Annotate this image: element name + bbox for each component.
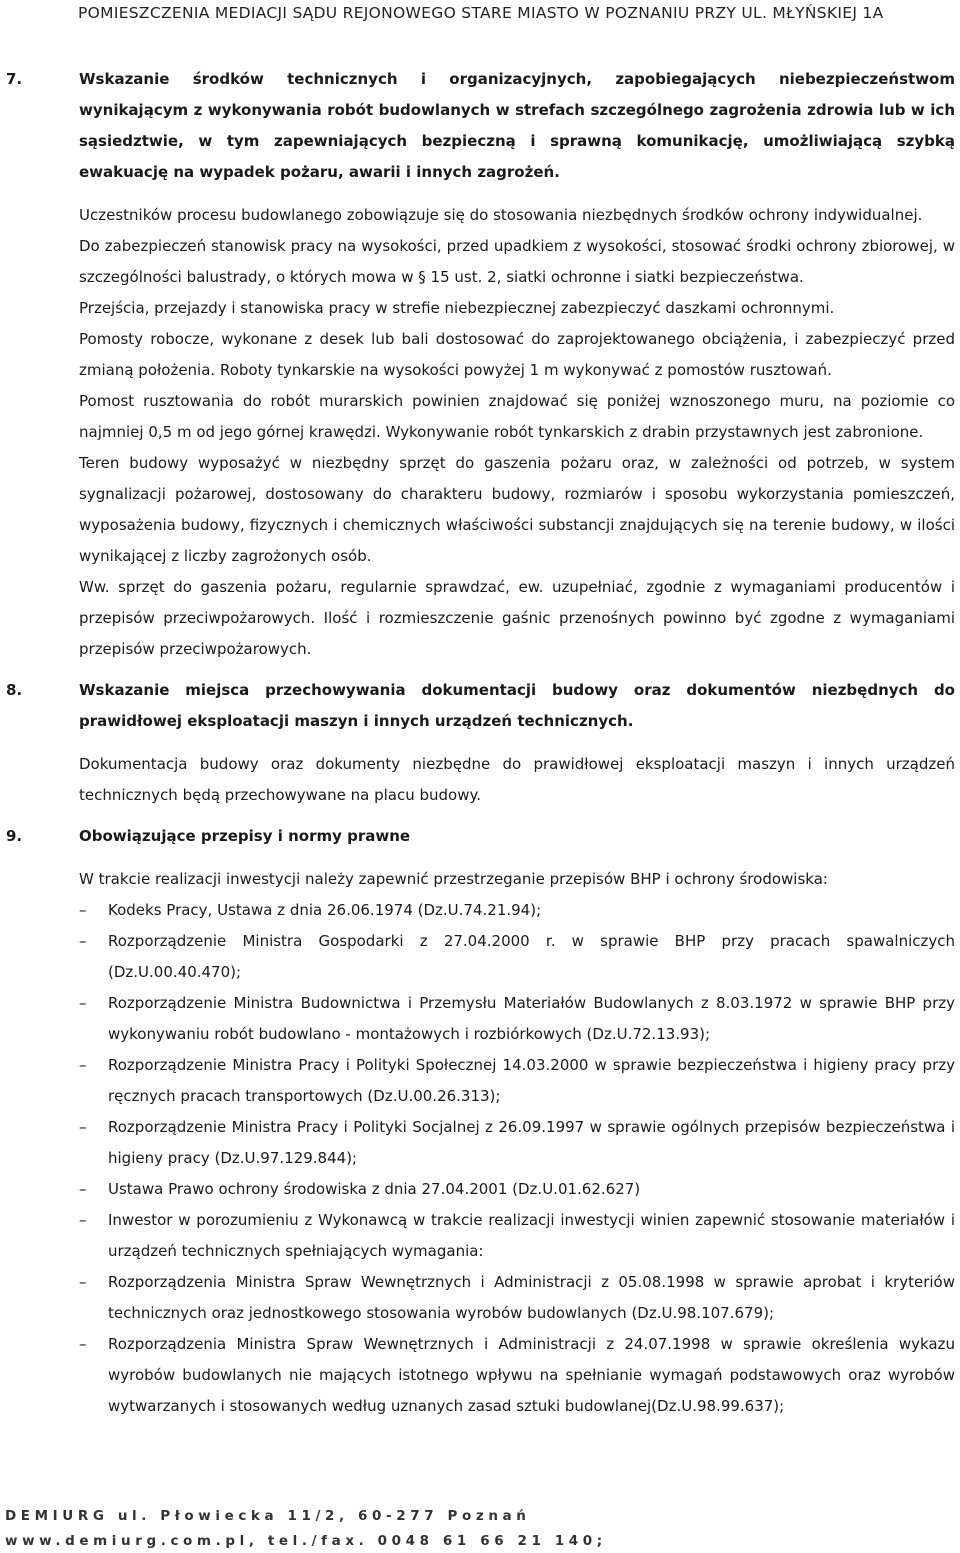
paragraph: Pomosty robocze, wykonane z desek lub bali dostosować do zaprojektowanego obciążenia, i zabezpieczyć przed zmianą położenia. Roboty tynkarskie na wysokości powyżej 1 m wykonywać z pomostów rusztowań.	[79, 330, 955, 379]
section-intro: W trakcie realizacji inwestycji należy zapewnić przestrzeganie przepisów BHP i ochrony środowiska:	[79, 870, 828, 888]
section-number: 8.	[6, 681, 23, 699]
paragraph: Dokumentacja budowy oraz dokumenty niezbędne do prawidłowej eksploatacji maszyn i innych urządzeń technicznych będą przechowywane na placu budowy.	[79, 755, 955, 804]
page-header: POMIESZCZENIA MEDIACJI SĄDU REJONOWEGO STARE MIASTO W POZNANIU PRZY UL. MŁYŃSKIEJ 1A	[78, 4, 884, 22]
paragraph: Ww. sprzęt do gaszenia pożaru, regularnie sprawdzać, ew. uzupełniać, zgodnie z wymaganiami producentów i przepisów przeciwpożarowych. Ilość i rozmieszczenie gaśnic przenośnych powinno być zgodne z wymaganiami przepisów przeciwpożarowych.	[79, 578, 955, 658]
list-item: – Rozporządzenie Ministra Budownictwa i Przemysłu Materiałów Budowlanych z 8.03.1972 w sprawie BHP przy wykonywaniu robót budowlano - montażowych i rozbiórkowych (Dz.U.72.13.93);	[79, 988, 955, 1050]
section-number: 9.	[6, 827, 23, 845]
list-item: – Rozporządzenie Ministra Gospodarki z 27.04.2000 r. w sprawie BHP przy pracach spawalniczych (Dz.U.00.40.470);	[79, 926, 955, 988]
section-number: 7.	[6, 70, 23, 88]
section-9	[0, 821, 960, 1422]
list-item: – Kodeks Pracy, Ustawa z dnia 26.06.1974 (Dz.U.74.21.94);	[79, 895, 955, 926]
section-heading: Obowiązujące przepisy i normy prawne	[79, 827, 411, 845]
list-item: – Ustawa Prawo ochrony środowiska z dnia 27.04.2001 (Dz.U.01.62.627)	[79, 1174, 955, 1205]
section-heading: Wskazanie środków technicznych i organizacyjnych, zapobiegających niebezpieczeństwom wynikającym z wykonywania robót budowlanych w strefach szczególnego zagrożenia zdrowia lub w ich sąsiedztwie, w tym zapewniających bezpieczną i sprawną komunikację, umożliwiającą szybką ewakuację na wypadek pożaru, awarii i innych zagrożeń.	[79, 70, 955, 181]
section-heading: Wskazanie miejsca przechowywania dokumentacji budowy oraz dokumentów niezbędnych do prawidłowej eksploatacji maszyn i innych urządzeń technicznych.	[79, 681, 955, 730]
paragraph: Uczestników procesu budowlanego zobowiązuje się do stosowania niezbędnych środków ochrony indywidualnej.	[79, 206, 923, 224]
paragraph: Pomost rusztowania do robót murarskich powinien znajdować się poniżej wznoszonego muru, na poziomie co najmniej 0,5 m od jego górnej krawędzi. Wykonywanie robót tynkarskich z drabin przystawnych jest zabronione.	[79, 392, 955, 441]
regulations-list	[79, 895, 955, 1422]
list-item: – Rozporządzenia Ministra Spraw Wewnętrznych i Administracji z 05.08.1998 w sprawie aprobat i kryteriów technicznych oraz jednostkowego stosowania wyrobów budowlanych (Dz.U.98.107.679);	[79, 1267, 955, 1329]
document-body	[0, 64, 960, 1422]
list-item: – Rozporządzenie Ministra Pracy i Polityki Społecznej 14.03.2000 w sprawie bezpieczeństwa i higieny pracy przy ręcznych pracach transportowych (Dz.U.00.26.313);	[79, 1050, 955, 1112]
paragraph: Przejścia, przejazdy i stanowiska pracy w strefie niebezpiecznej zabezpieczyć daszkami ochronnymi.	[79, 299, 835, 317]
paragraph: Teren budowy wyposażyć w niezbędny sprzęt do gaszenia pożaru oraz, w zależności od potrzeb, w system sygnalizacji pożarowej, dostosowany do charakteru budowy, rozmiarów i sposobu wykorzystania pomieszczeń, wyposażenia budowy, fizycznych i chemicznych właściwości substancji znajdujących się na terenie budowy, w ilości wynikającej z liczby zagrożonych osób.	[79, 454, 955, 565]
list-item: – Rozporządzenie Ministra Pracy i Polityki Socjalnej z 26.09.1997 w sprawie ogólnych przepisów bezpieczeństwa i higieny pracy (Dz.U.97.129.844);	[79, 1112, 955, 1174]
section-8	[0, 675, 960, 811]
section-7	[0, 64, 960, 665]
footer-address: DEMIURG ul. Płowiecka 11/2, 60-277 Poznań	[5, 1508, 531, 1524]
list-item: – Inwestor w porozumieniu z Wykonawcą w trakcie realizacji inwestycji winien zapewnić stosowanie materiałów i urządzeń technicznych spełniających wymagania:	[79, 1205, 955, 1267]
list-item: – Rozporządzenia Ministra Spraw Wewnętrznych i Administracji z 24.07.1998 w sprawie określenia wykazu wyrobów budowlanych nie mających istotnego wpływu na spełnianie wymagań podstawowych oraz wyrobów wytwarzanych i stosowanych według uznanych zasad sztuki budowlanej(Dz.U.98.99.637);	[79, 1329, 955, 1422]
footer-contact: www.demiurg.com.pl, tel./fax. 0048 61 66 21 140;	[5, 1533, 607, 1549]
paragraph: Do zabezpieczeń stanowisk pracy na wysokości, przed upadkiem z wysokości, stosować środki ochrony zbiorowej, w szczególności balustrady, o których mowa w § 15 ust. 2, siatki ochronne i siatki bezpieczeństwa.	[79, 237, 955, 286]
